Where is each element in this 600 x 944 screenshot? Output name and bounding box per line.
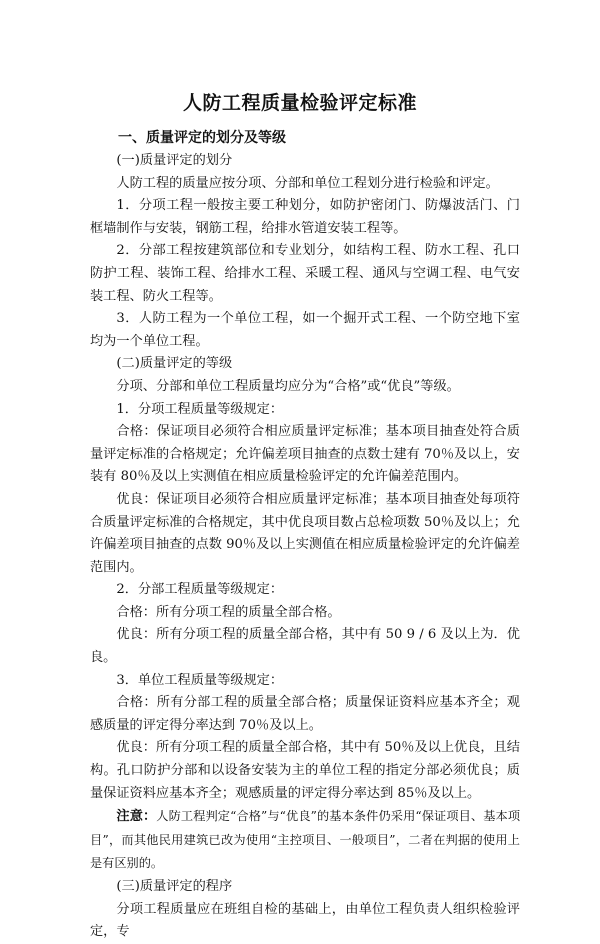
paragraph: 1．分项工程一般按主要工种划分，如防护密闭门、防爆波活门、门框墙制作与安装，钢筋工程，给排水管道安装工程等。 [90, 198, 520, 236]
paragraph: 合格：所有分部工程的质量全部合格；质量保证资料应基本齐全；观感质量的评定得分率达到 70％及以上。 [90, 695, 520, 733]
note-paragraph [90, 805, 520, 876]
note-label: 注意： [116, 809, 157, 825]
note-text: 人防工程判定“合格”与“优良”的基本条件仍采用“保证项目、基本项目”，而其他民用建筑已改为使用“主控项目、一般项目”，二者在判据的使用上是有区别的。 [90, 809, 521, 871]
paragraph: 2．分部工程质量等级规定： [116, 582, 284, 598]
paragraph: 3．单位工程质量等级规定： [116, 672, 284, 688]
page-title: 人防工程质量检验评定标准 [182, 92, 417, 114]
paragraph: 合格：所有分项工程的质量全部合格。 [116, 604, 341, 620]
paragraph: 合格：保证项目必须符合相应质量评定标准；基本项目抽查处符合质量评定标准的合格规定；允许偏差项目抽查的点数士建有 70％及以上，安装有 80％及以上实测值在相应质量检验评定的允许偏差范围内。 [90, 424, 520, 485]
paragraph: 分项工程质量应在班组自检的基础上，由单位工程负责人组织检验评定，专 [90, 901, 520, 940]
paragraph: 2．分部工程按建筑部位和专业划分，如结构工程、防水工程、孔口防护工程、装饰工程、给排水工程、采暖工程、通风与空调工程、电气安装工程、防火工程等。 [90, 243, 520, 304]
section-heading: 一、质量评定的划分及等级 [118, 130, 286, 146]
paragraph: 优良：所有分项工程的质量全部合格，其中有 50 9 / 6 及以上为．优良。 [90, 627, 520, 666]
paragraph: 3．人防工程为一个单位工程，如一个掘开式工程、一个防空地下室均为一个单位工程。 [90, 311, 520, 349]
paragraph: 人防工程的质量应按分项、分部和单位工程划分进行检验和评定。 [116, 175, 499, 191]
subsection-heading: (三)质量评定的程序 [116, 879, 233, 894]
paragraph: 优良：保证项目必须符合相应质量评定标准；基本项目抽查处每项符合质量评定标准的合格规定，其中优良项目数占总检项数 50％及以上；允许偏差项目抽查的点数 90％及以上实测值在相应质量检验评定的允许偏差范围内。 [90, 491, 520, 575]
body-text [90, 150, 520, 944]
subsection-heading: (二)质量评定的等级 [116, 356, 233, 372]
paragraph: 1．分项工程质量等级规定： [116, 401, 284, 417]
paragraph: 分项、分部和单位工程质量均应分为“合格”或“优良”等级。 [116, 378, 460, 394]
subsection-heading: (一)质量评定的划分 [116, 153, 233, 168]
paragraph: 优良：所有分项工程的质量全部合格，其中有 50％及以上优良，且结构。孔口防护分部和以设备安装为主的单位工程的指定分部必须优良；质量保证资料应基本齐全；观感质量的评定得分率达到 85％及以上。 [90, 740, 520, 801]
